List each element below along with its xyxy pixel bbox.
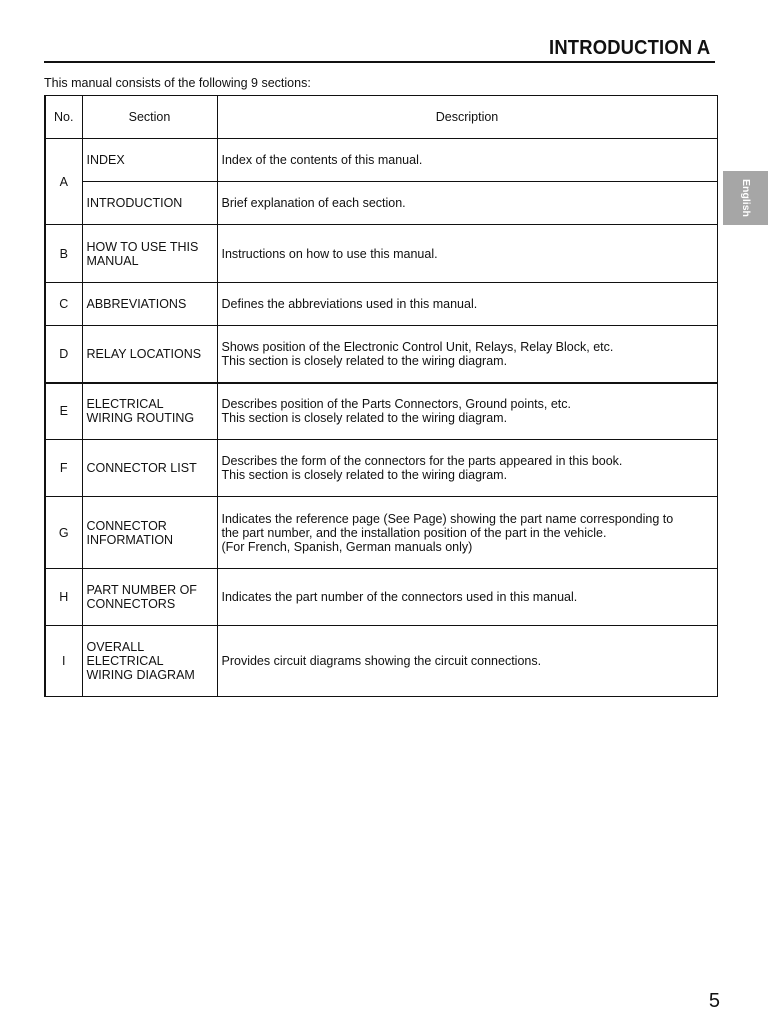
header-rule <box>44 61 715 63</box>
table-row <box>45 497 717 569</box>
row-section: HOW TO USE THIS MANUAL <box>82 225 217 283</box>
table-row <box>45 326 717 383</box>
description-line: Indicates the part number of the connectors used in this manual. <box>221 590 578 604</box>
language-tab <box>723 171 768 225</box>
row-section: CONNECTOR LIST <box>82 440 217 497</box>
page-title: INTRODUCTION A <box>548 37 710 59</box>
table-row <box>45 440 717 497</box>
table-row <box>45 383 717 440</box>
row-no: I <box>45 626 82 697</box>
row-no: E <box>45 383 82 440</box>
row-description <box>217 283 717 326</box>
row-description <box>217 139 717 182</box>
description-line: Describes the form of the connectors for the parts appeared in this book. <box>221 454 623 468</box>
description-line: Describes position of the Parts Connectors, Ground points, etc. <box>221 397 571 412</box>
row-description <box>217 497 717 569</box>
row-no: G <box>45 497 82 569</box>
page-number: 5 <box>708 990 720 1012</box>
table-row <box>45 569 717 626</box>
row-section: INTRODUCTION <box>82 182 217 225</box>
row-no: D <box>45 326 82 383</box>
row-description <box>217 626 717 697</box>
row-section: CONNECTOR INFORMATION <box>82 497 217 569</box>
description-line: the part number, and the installation position of the part in the vehicle. <box>221 525 607 540</box>
row-description <box>217 182 717 225</box>
header-no: No. <box>45 96 82 139</box>
description-line: This section is closely related to the wiring diagram. <box>221 468 508 482</box>
row-no: C <box>45 283 82 326</box>
description-line: Defines the abbreviations used in this manual. <box>221 297 478 311</box>
row-description <box>217 569 717 626</box>
description-line: Shows position of the Electronic Control Unit, Relays, Relay Block, etc. <box>221 339 614 354</box>
row-description <box>217 440 717 497</box>
row-no: H <box>45 569 82 626</box>
row-section: ABBREVIATIONS <box>82 283 217 326</box>
table-row <box>45 225 717 283</box>
row-no: A <box>45 139 82 225</box>
header-section: Section <box>82 96 217 139</box>
row-description <box>217 326 717 383</box>
description-line: Indicates the reference page (See Page) showing the part name corresponding to <box>221 511 674 526</box>
description-line: This section is closely related to the wiring diagram. <box>221 411 508 426</box>
row-description <box>217 225 717 283</box>
table-row <box>45 182 717 225</box>
intro-text: This manual consists of the following 9 sections: <box>44 76 311 90</box>
row-no: F <box>45 440 82 497</box>
sections-table <box>44 95 718 697</box>
row-section: ELECTRICAL WIRING ROUTING <box>82 383 217 440</box>
description-line: Brief explanation of each section. <box>221 196 406 210</box>
row-section: PART NUMBER OF CONNECTORS <box>82 569 217 626</box>
table-header-row <box>45 96 717 139</box>
table-row <box>45 139 717 182</box>
header-description: Description <box>217 96 717 139</box>
description-line: (For French, Spanish, German manuals only) <box>221 539 473 554</box>
row-section: INDEX <box>82 139 217 182</box>
description-line: This section is closely related to the wiring diagram. <box>221 353 508 368</box>
table-row <box>45 283 717 326</box>
description-line: Index of the contents of this manual. <box>221 153 423 167</box>
row-section: RELAY LOCATIONS <box>82 326 217 383</box>
table-row <box>45 626 717 697</box>
description-line: Instructions on how to use this manual. <box>221 246 438 261</box>
description-line: Provides circuit diagrams showing the circuit connections. <box>221 654 542 668</box>
row-no: B <box>45 225 82 283</box>
language-tab-label: English <box>739 179 752 217</box>
row-section: OVERALL ELECTRICAL WIRING DIAGRAM <box>82 626 217 697</box>
row-description <box>217 383 717 440</box>
